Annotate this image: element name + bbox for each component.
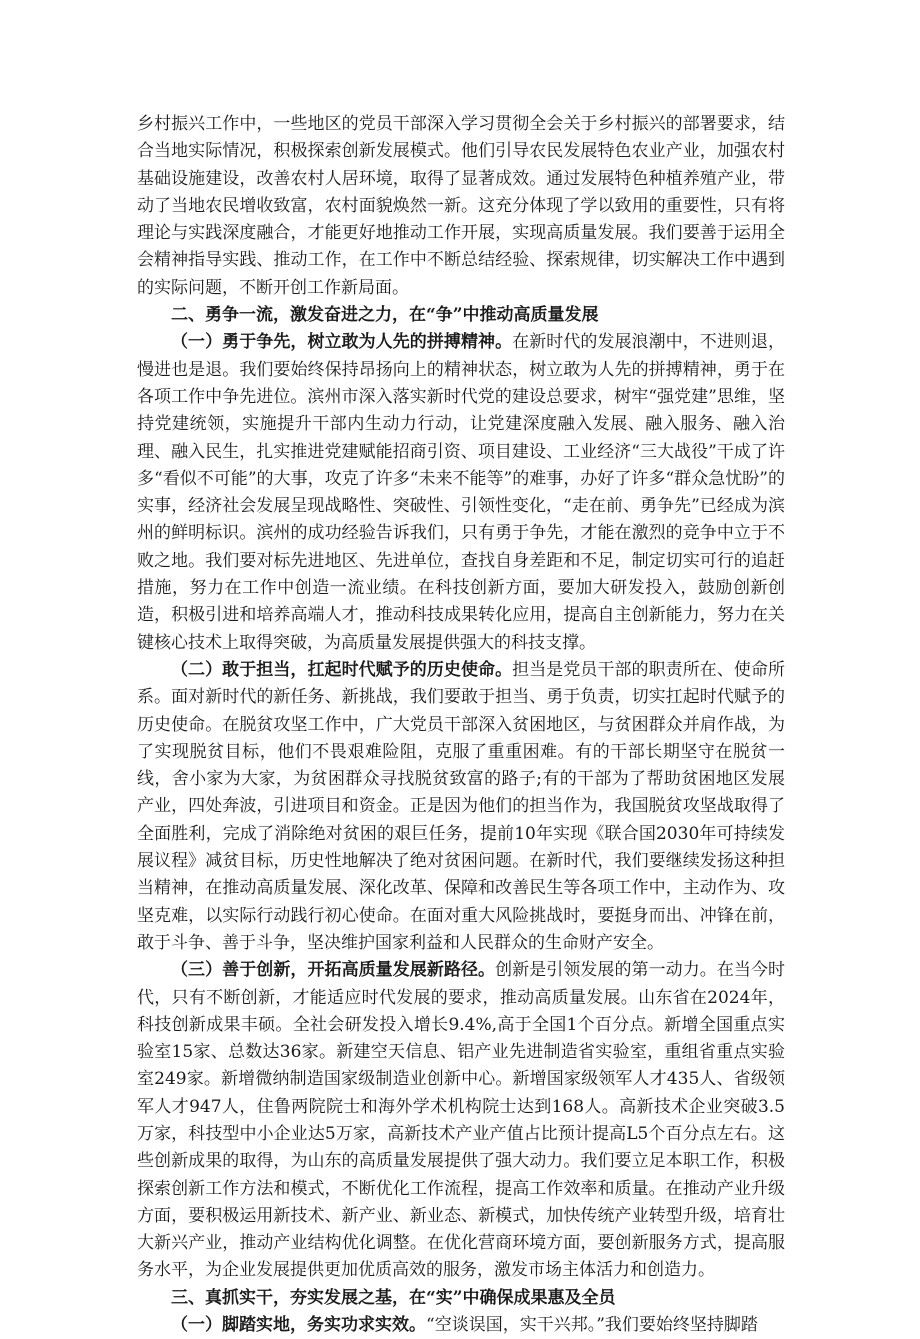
paragraph-2-1-body: 在新时代的发展浪潮中，不进则退，慢进也是退。我们要始终保持昂扬向上的精神状态，树立敢为人先的拼搏精神，勇于在各项工作中争先进位。滨州市深入落实新时代党的建设总要求，树牢“强党建”思维，坚持党建统领，实施提升干部内生动力行动，让党建深度融入发展、融入服务、融入治理、融入民生，扎实推进党建赋能招商引资、项目建设、工业经济“三大战役”干成了许多“看似不可能”的大事，攻克了许多“未来不能等”的难事，办好了许多“群众急忧盼”的实事，经济社会发展呈现战略性、突破性、引领性变化，“走在前、勇争先”已经成为滨州的鲜明标识。滨州的成功经验告诉我们，只有勇于争先，才能在激烈的竞争中立于不败之地。我们要对标先进地区、先进单位，查找自身差距和不足，制定切实可行的追赶措施，努力在工作中创造一流业绩。在科技创新方面，要加大研发投入，鼓励创新创造，积极引进和培养高端人才，推动科技成果转化应用，提高自主创新能力，努力在关键核心技术上取得突破，为高质量发展提供强大的科技支撑。 [137, 332, 786, 653]
paragraph-2-1-lead: （一）勇于争先，树立敢为人先的拼搏精神。 [171, 332, 513, 353]
paragraph-2-3 [137, 957, 785, 1285]
paragraph-2-3-lead: （三）善于创新，开拓高质量发展新路径。 [171, 960, 496, 981]
paragraph-2-3-body: 创新是引领发展的第一动力。在当今时代，只有不断创新，才能适应时代发展的要求，推动高质量发展。山东省在2024年，科技创新成果丰硕。全社会研发投入增长9.4%,高于全国1个百分点。新增全国重点实验室15家、总数达36家。新建空天信息、铝产业先进制造省实验室，重组省重点实验室249家。新增微纳制造国家级制造业创新中心。新增国家级领军人才435人、省级领军人才947人，住鲁两院院士和海外学术机构院士达到168人。高新技术企业突破3.5万家，科技型中小企业达5万家，高新技术产业产值占比预计提高L5个百分点左右。这些创新成果的取得，为山东的高质量发展提供了强大动力。我们要立足本职工作，积极探索创新工作方法和模式，不断优化工作流程，提高工作效率和质量。在推动产业升级方面，要积极运用新技术、新产业、新业态、新模式，加快传统产业转型升级，培育壮大新兴产业，推动产业结构优化调整。在优化营商环境方面，要创新服务方式，提高服务水平，为企业发展提供更加优质高效的服务，激发市场主体活力和创造力。 [137, 960, 786, 1281]
paragraph-3-1-lead: （一）脚踏实地，务实功求实效。 [171, 1315, 426, 1336]
document-body [137, 111, 785, 1339]
section-heading-3: 三、真抓实干，夯实发展之基，在“实”中确保成果惠及全员 [171, 1287, 616, 1308]
section-heading-2: 二、勇争一流，激发奋进之力，在“争”中推动高质量发展 [171, 305, 599, 326]
paragraph-3-1 [137, 1312, 785, 1339]
paragraph-2-1 [137, 329, 785, 657]
paragraph-intro: 乡村振兴工作中，一些地区的党员干部深入学习贯彻全会关于乡村振兴的部署要求，结合当地实际情况，积极探索创新发展模式。他们引导农民发展特色农业产业，加强农村基础设施建设，改善农村人居环境，取得了显著成效。通过发展特色种植养殖产业，带动了当地农民增收致富，农村面貌焕然一新。这充分体现了学以致用的重要性，只有将理论与实践深度融合，才能更好地推动工作开展，实现高质量发展。我们要善于运用全会精神指导实践、推动工作，在工作中不断总结经验、探索规律，切实解决工作中遇到的实际问题，不断开创工作新局面。 [137, 114, 785, 298]
paragraph-3-1-body: “空谈误国，实干兴邦。”我们要始终坚持脚踏 [426, 1315, 758, 1336]
paragraph-2-2-body: 担当是党员干部的职责所在、使命所系。面对新时代的新任务、新挑战，我们要敢于担当、勇于负责，切实扛起时代赋予的历史使命。在脱贫攻坚工作中，广大党员干部深入贫困地区，与贫困群众并肩作战，为了实现脱贫目标，他们不畏艰难险阻，克服了重重困难。有的干部长期坚守在脱贫一线，舍小家为大家，为贫困群众寻找脱贫致富的路子;有的干部为了帮助贫困地区发展产业，四处奔波，引进项目和资金。正是因为他们的担当作为，我国脱贫攻坚战取得了全面胜利，完成了消除绝对贫困的艰巨任务，提前10年实现《联合国2030年可持续发展议程》减贫目标，历史性地解决了绝对贫困问题。在新时代，我们要继续发扬这种担当精神，在推动高质量发展、深化改革、保障和改善民生等各项工作中，主动作为、攻坚克难，以实际行动践行初心使命。在面对重大风险挑战时，要挺身而出、冲锋在前，敢于斗争、善于斗争，坚决维护国家利益和人民群众的生命财产安全。 [137, 659, 786, 953]
paragraph-2-2-lead: （二）敢于担当，扛起时代赋予的历史使命。 [171, 659, 513, 680]
paragraph-2-2 [137, 657, 785, 957]
